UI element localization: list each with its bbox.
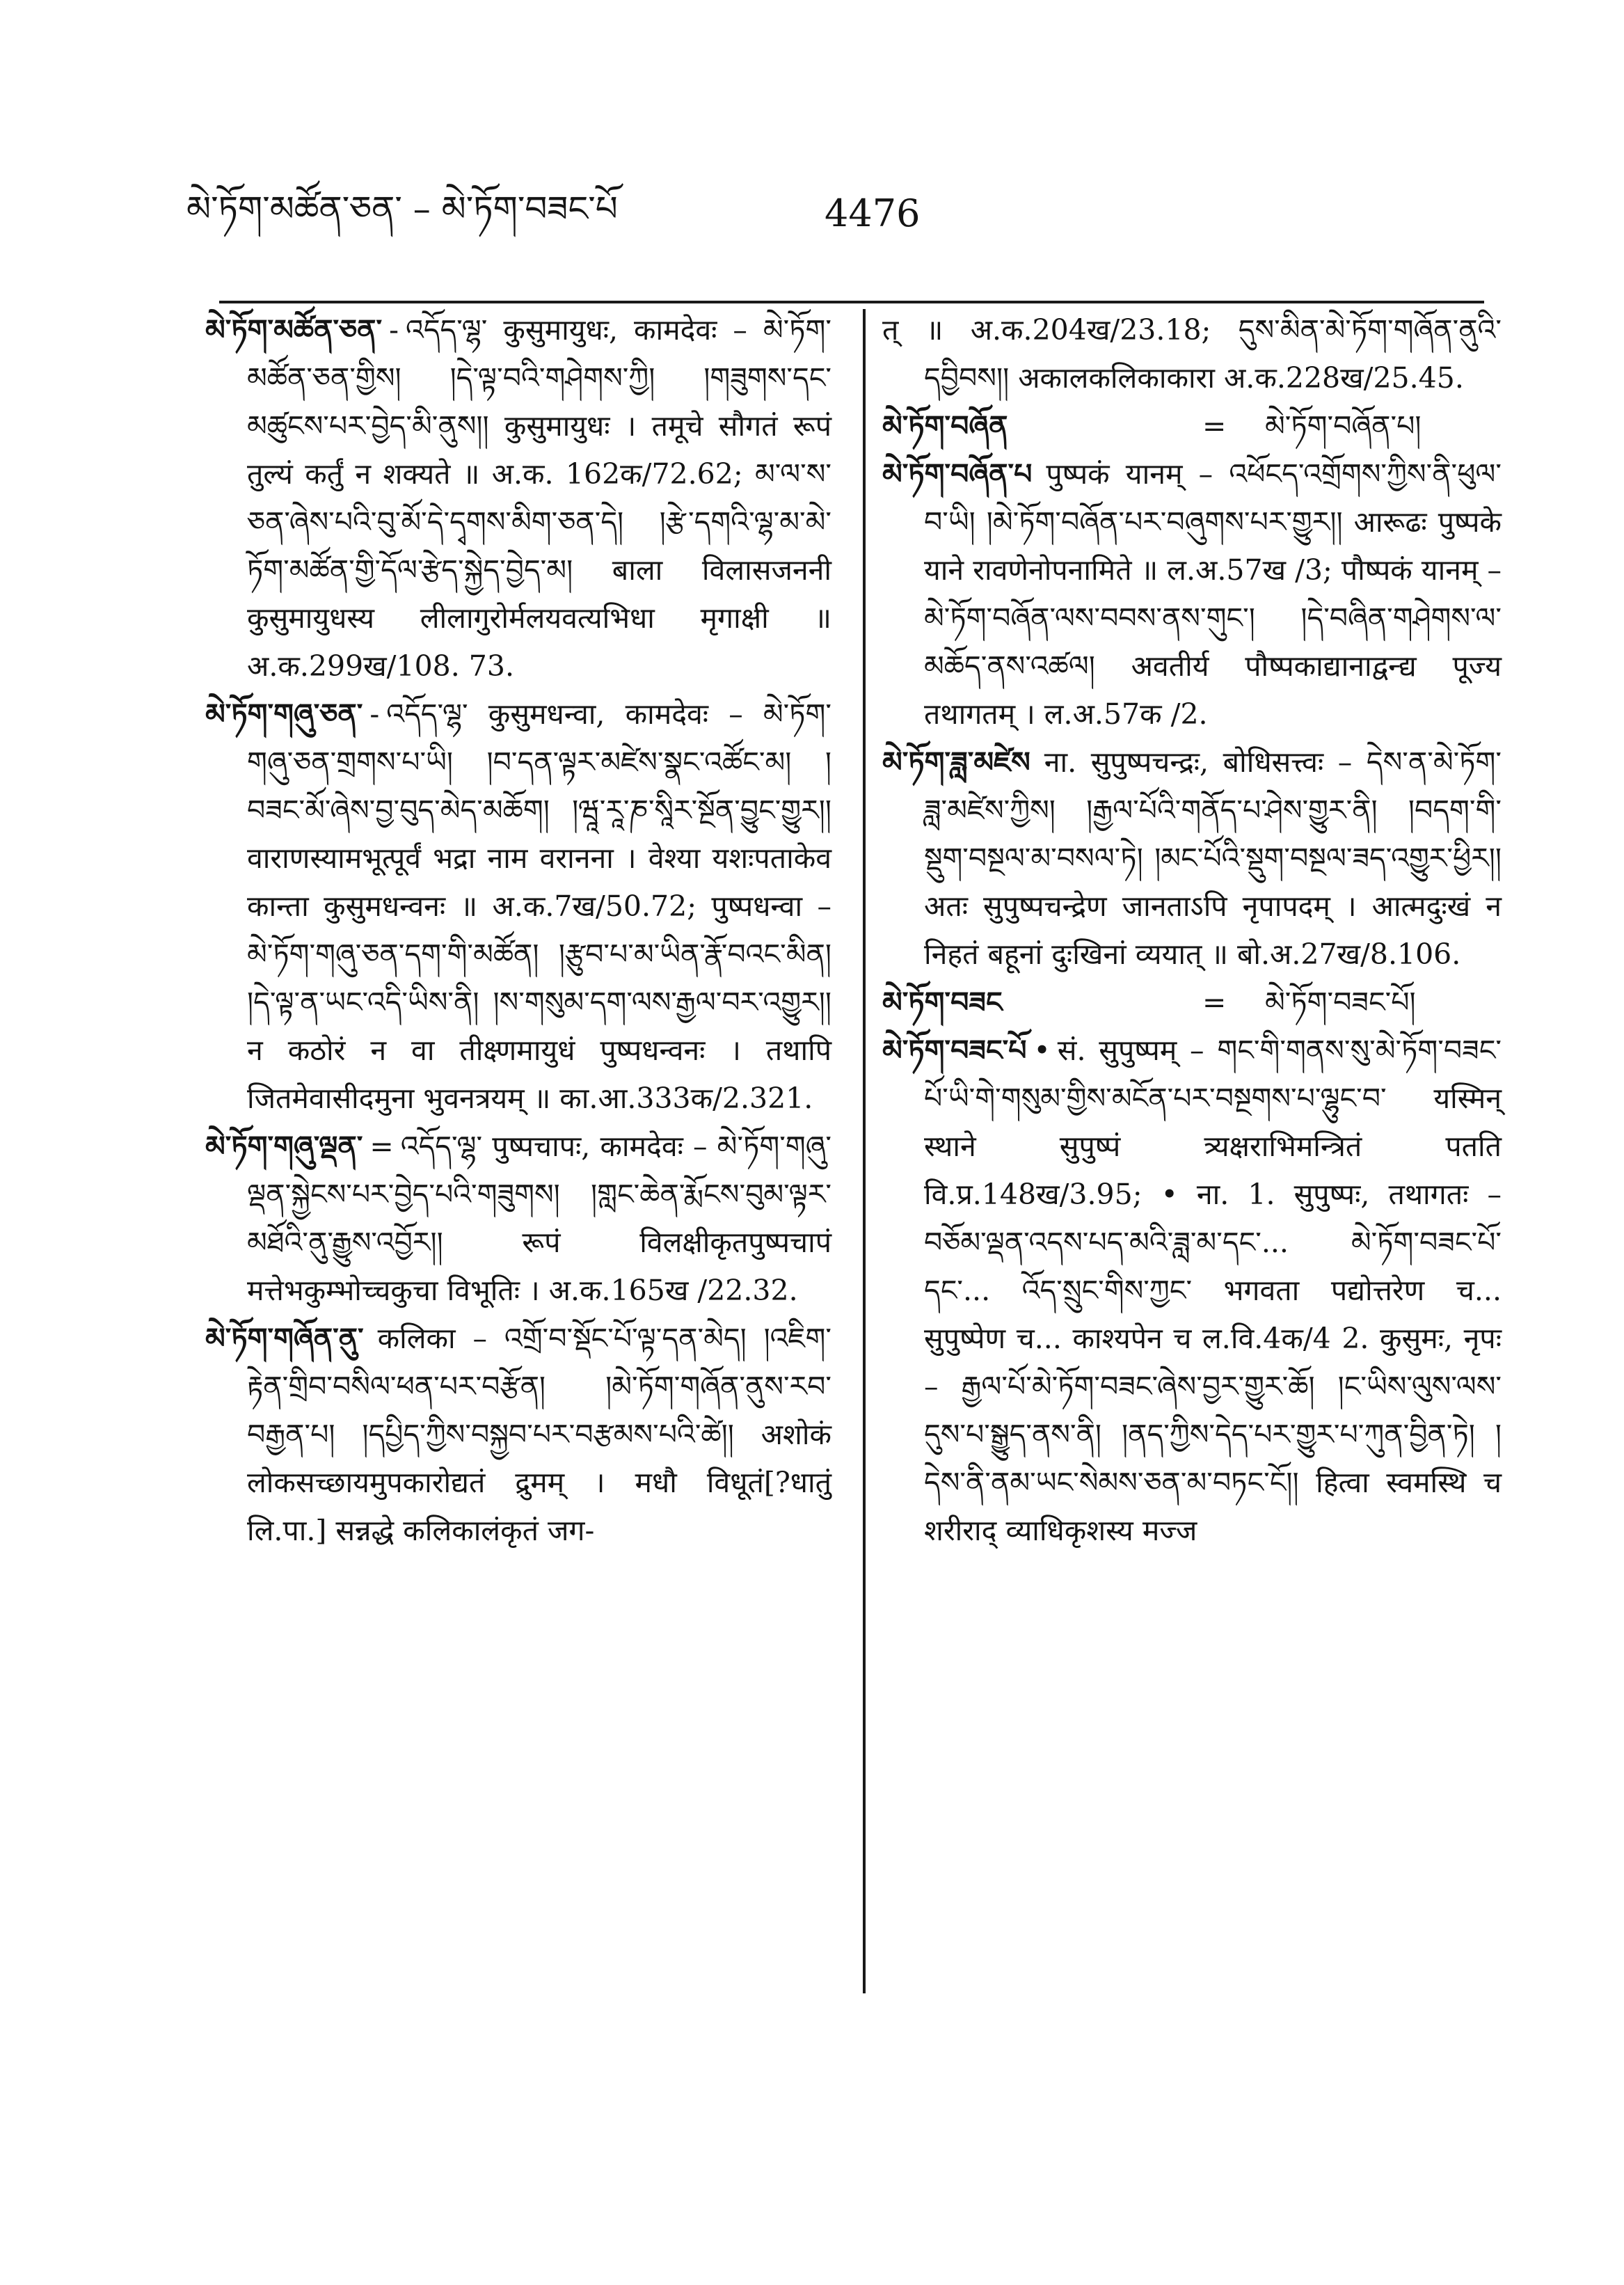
entry-separator	[1032, 457, 1046, 491]
entry-separator: •	[1033, 1034, 1051, 1067]
page-header	[0, 0, 1624, 292]
entry-headword: མེ་ཏོག་ཟླ་མཛེས	[882, 745, 1030, 779]
entry-body: འདོད་ལྷ་ पुष्पचापः, कामदेवः – མེ་ཏོག་གཞུ་ལྡན་སྐྱེངས་པར་བྱེད་པའི་གཟུགས། །གླང་ཆེན་རྨོངས་བུམ་ལྟར་མཐོའི་ནུ་རྒྱུས་འབྱོར།། रूपं विलक्षीकृतपुष्पचापं मत्तेभकुम्भोच्चकुचा विभूतिः । अ.क.165ख /22.32.	[247, 1130, 831, 1307]
entry-body: पुष्पकं यानम् – འཕོངད་འགྲོགས་ཀྱིས་ནི་ཕུལ་བ་ཡི། །མེ་ཏོག་བཞོན་པར་བཞུགས་པར་གྱུར།། आरूढः पुष्पके याने रावणेनोपनामिते ॥ ल.अ.57ख /3; पौष्पकं यानम् – མེ་ཏོག་བཞོན་ལས་བབས་ནས་གུང་། །དེ་བཞིན་གཤེགས་ལ་མཆོད་ནས་འཚལ། अवतीर्य पौष्पकाद्यानाद्वन्द्य पूज्य तथागतम् । ल.अ.57क /2.	[924, 457, 1502, 731]
column-divider	[863, 309, 866, 1993]
entry-separator	[364, 1322, 378, 1355]
header-rule	[219, 301, 1484, 303]
dictionary-entry	[882, 450, 1502, 738]
entry-separator: -	[389, 313, 399, 347]
entry-headword: མེ་ཏོག་གཞུ་ལྡན་	[205, 1130, 363, 1163]
dictionary-entry-continuation	[882, 306, 1502, 402]
entry-body: འདོད་ལྷ་ कुसुमधन्वा, कामदेवः – མེ་ཏོག་གཞུ་ཅན་གྲགས་པ་ཡི། །བ་དན་ལྟར་མཛེས་སྣང་འཚོང་མ། །བཟང་མོ་ཞེས་བྱ་བུད་མེད་མཆོག། །ཝཱ་རཱ་ཎ་སཱིར་སྔོན་བྱུང་གྱུར།། वाराणस्यामभूत्पूर्वं भद्रा नाम वरानना । वेश्या यशःपताकेव कान्ता कुसुमधन्वनः ॥ अ.क.7ख/50.72; पुष्पधन्वा – མེ་ཏོག་གཞུ་ཅན་དག་གི་མཚོན། །རྩུབ་པ་མ་ཡིན་རྣོ་བའང་མིན། །དེ་ལྟ་ན་ཡང་འདི་ཡིས་ནི། །ས་གསུམ་དག་ལས་རྒྱལ་བར་འགྱུར།། न कठोरं न वा तीक्ष्णमायुधं पुष्पधन्वनः । तथापि जितमेवासीदमुना भुवनत्रयम् ॥ का.आ.333क/2.321.	[247, 697, 831, 1115]
xref-headword: མེ་ཏོག་བཟང	[882, 986, 1003, 1019]
entry-body: ना. सुपुष्पचन्द्रः, बोधिसत्त्वः – དེས་ན་མེ་ཏོག་ཟླ་མཛེས་ཀྱིས། །རྒྱལ་པོའི་གནོད་པ་ཤེས་གྱུར་ནི། །བདག་གི་སྡུག་བསྔལ་མ་བསལ་ཏེ། །མང་པོའི་སྡུག་བསྔལ་ཟད་འགྱུར་ཕྱིར།། अतः सुपुष्पचन्द्रेण जानताऽपि नृपापदम् । आत्मदुःखं न निहतं बहूनां दुःखिनां व्ययात् ॥ बो.अ.27ख/8.106.	[924, 745, 1502, 971]
entry-body: འདོད་ལྷ་ कुसुमायुधः, कामदेवः – མེ་ཏོག་མཚོན་ཅན་གྱིས། །དེ་ལྟ་བའི་གཤེགས་ཀྱི། །གཟུགས་དང་མཚུངས་པར་བྱེད་མི་ནུས།། कुसुमायुधः । तमूचे सौगतं रूपं तुल्यं कर्तुं न शक्यते ॥ अ.क. 162क/72.62; མ་ལ་ས་ཅན་ཞེས་པའི་བུ་མོ་དེ་དྭགས་མིག་ཅན་དེ། །རྩེ་དགའི་ལྷ་མ་མེ་ཏོག་མཚོན་གྱི་དོལ་རྩེད་སྐྱེད་བྱེད་མ། बाला विलासजननी कुसुमायुधस्य लीलागुरोर्मलयवत्यभिधा मृगाक्षी ॥ अ.क.299ख/108. 73.	[247, 313, 831, 683]
entry-separator: =	[369, 1130, 394, 1163]
dictionary-entry	[205, 306, 831, 690]
entry-headword: མེ་ཏོག་གཞོན་ནུ་	[205, 1322, 364, 1355]
xref-headword: མེ་ཏོག་བཞོན	[882, 409, 1008, 443]
dictionary-entry	[882, 738, 1502, 979]
dictionary-entry	[882, 1027, 1502, 1555]
entry-body: सं. सुपुष्पम् – གང་གི་གནས་སུ་མེ་ཏོག་བཟང་པོ་ཡི་གེ་གསུམ་གྱིས་མངོན་པར་བསྔགས་པ་ལྷུང་བ་ यस्मिन् स्थाने सुपुष्पं त्र्यक्षराभिमन्त्रितं पतति वि.प्र.148ख/3.95; • ना. 1. सुपुष्पः, तथागतः – བཅོམ་ལྡན་འདས་པད་མའི་ཟླ་མ་དང་... མེ་ཏོག་བཟང་པོ་དང་... འོད་སྲུང་གིས་ཀྱང་ भगवता पद्योत्तरेण च... सुपुष्पेण च... काश्यपेन च ल.वि.4क/4 2. कुसुमः, नृपः – རྒྱལ་པོ་མེ་ཏོག་བཟང་ཞེས་བྱར་གྱུར་ཆོ། །ང་ཡིས་ལུས་ལས་དུས་པ་སྒྱུད་ནས་ནི། །ནད་ཀྱིས་དེད་པར་གྱུར་པ་ཀུན་བྱིན་ཏེ། །དེས་ནི་ནམ་ཡང་སེམས་ཅན་མ་བཏང་ངོ།། हित्वा स्वमस्थि च शरीराद् व्याधिकृशस्य मज्ज	[924, 1034, 1502, 1547]
entry-headword: མེ་ཏོག་བཞོན་པ	[882, 457, 1033, 491]
page-number: 4476	[825, 191, 921, 235]
dictionary-entry	[205, 1315, 831, 1555]
xref-equals: =	[1202, 409, 1227, 443]
running-head: མེ་ཏོག་མཚོན་ཅན་ – མེ་ཏོག་བཟང་པོ	[186, 189, 618, 229]
cross-reference	[882, 402, 1502, 450]
entry-body: कलिका – འགྲོ་བ་སྡོང་པོ་ལྟ་དན་མེད། །འཇིག་རྟེན་གྲིབ་བསིལ་ཕན་པར་བརྩོན། །མེ་ཏོག་གཞོན་ནུས་རབ་བརྒྱན་པ། །དཔྱིད་ཀྱིས་བསྐྱབ་པར་བརྩམས་པའི་ཚེ།། अशोकं लोकसच्छायमुपकारोद्यतं द्रुमम् । मधौ विधूतं[?धातुं लि.पा.] सन्नद्धे कलिकालंकृतं जग-	[247, 1322, 831, 1547]
entry-separator	[1030, 745, 1044, 779]
xref-target: མེ་ཏོག་བཞོན་པ།	[1265, 409, 1422, 443]
entry-headword: མེ་ཏོག་མཚོན་ཅན་	[205, 313, 383, 347]
dictionary-entry	[205, 690, 831, 1123]
xref-equals: =	[1202, 986, 1227, 1019]
dictionary-entry	[205, 1123, 831, 1315]
entry-headword: མེ་ཏོག་གཞུ་ཅན་	[205, 697, 363, 731]
left-column	[205, 306, 831, 1555]
xref-target: མེ་ཏོག་བཟང་པོ།	[1265, 986, 1416, 1019]
entry-separator: -	[369, 697, 380, 731]
cross-reference	[882, 979, 1502, 1027]
entry-headword: མེ་ཏོག་བཟང་པོ	[882, 1034, 1027, 1067]
right-column	[882, 306, 1502, 1555]
entry-body: त् ॥ अ.क.204ख/23.18; དུས་མིན་མེ་ཏོག་གཞོན་ནུའི་དབྱིབས།། अकालकलिकाकारा अ.क.228ख/25.45.	[882, 313, 1502, 395]
